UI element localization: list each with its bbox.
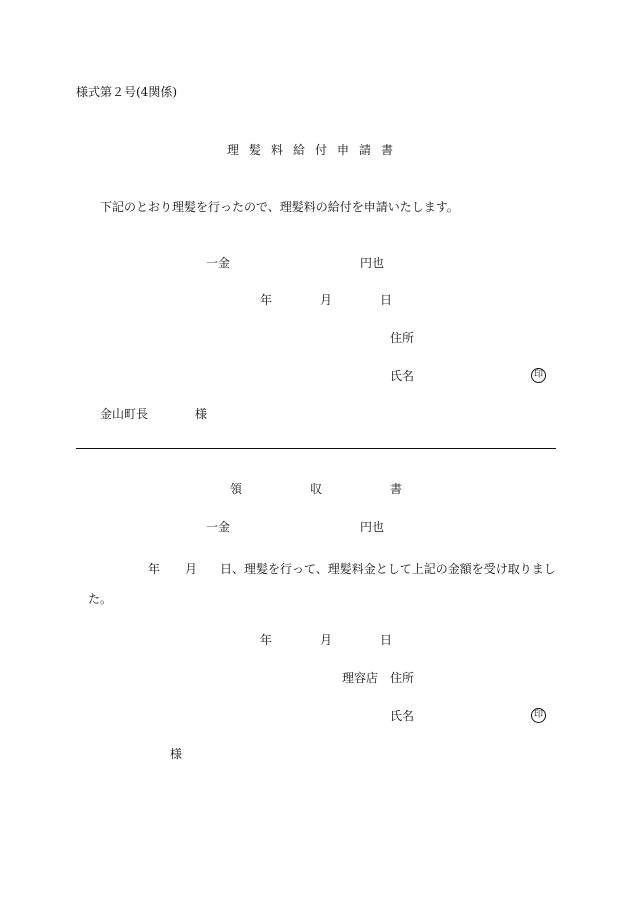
receipt-title-char-2: 収 xyxy=(310,482,323,496)
amount-suffix: 円也 xyxy=(360,256,385,270)
date-day: 日 xyxy=(380,293,393,307)
receipt-statement-text: 日、理髪を行って、理髪料金として上記の金額を受け取りまし xyxy=(220,562,556,576)
date-year: 年 xyxy=(260,293,273,307)
receipt-statement-year: 年 xyxy=(148,562,161,576)
date-month: 月 xyxy=(320,293,333,307)
addressee: 金山町長 xyxy=(100,407,149,421)
seal-icon: 印 xyxy=(531,368,546,383)
receipt-address-label: 住所 xyxy=(390,671,415,685)
receipt-amount-prefix: 一金 xyxy=(206,520,231,534)
receipt-statement-month: 月 xyxy=(185,562,198,576)
amount-prefix: 一金 xyxy=(206,256,231,270)
receipt-date-month: 月 xyxy=(320,633,333,647)
receipt-seal-icon: 印 xyxy=(531,708,546,723)
receipt-date-day: 日 xyxy=(380,633,393,647)
application-body-text: 下記のとおり理髪を行ったので、理髪料の給付を申請いたします。 xyxy=(100,200,459,214)
address-label: 住所 xyxy=(390,331,415,345)
shop-label: 理容店 xyxy=(342,671,379,685)
receipt-statement-continuation: た。 xyxy=(88,592,113,606)
receipt-name-label: 氏名 xyxy=(390,709,415,723)
receipt-title-char-3: 書 xyxy=(390,482,403,496)
receipt-honorific: 様 xyxy=(170,747,183,761)
section-divider xyxy=(76,448,556,449)
application-title: 理髪料給付申請書 xyxy=(227,143,404,157)
receipt-title-char-1: 領 xyxy=(230,482,243,496)
receipt-amount-suffix: 円也 xyxy=(360,520,385,534)
name-label: 氏名 xyxy=(390,369,415,383)
honorific: 様 xyxy=(195,407,208,421)
receipt-date-year: 年 xyxy=(260,633,273,647)
form-number: 様式第２号(4関係) xyxy=(76,85,177,99)
